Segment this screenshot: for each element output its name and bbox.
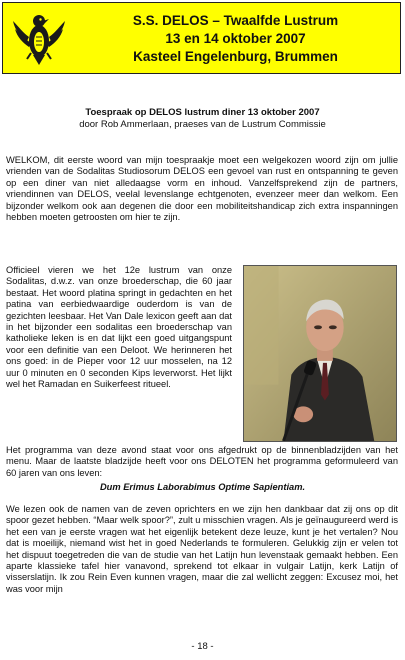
header-title-line-3: Kasteel Engelenburg, Brummen bbox=[133, 49, 338, 64]
header-title-line-2: 13 en 14 oktober 2007 bbox=[165, 31, 306, 46]
header-title-block bbox=[75, 3, 396, 75]
speaker-photo bbox=[243, 265, 397, 442]
motto: Dum Erimus Laborabimus Optime Sapientiam. bbox=[99, 482, 306, 492]
header-banner bbox=[2, 2, 401, 74]
paragraph-lustrum: Officieel vieren we het 12e lustrum van onze Sodalitas, d.w.z. van onze broederschap, die 60 jaar bestaat. Het woord platina springt in gedachten en het patina van eerbiedwaardige ouderdom is van de gezichten leesbaar. Het Van Dale lexicon geeft aan dat in het bijzonder een sodalitas een broederschap van katholieke leken is en dat lijkt een goed uitgangspunt voor een definitie van een Deloot. We herinneren het ons goed: in de Pieper voor 12 uur mosselen, na 12 uur 0 minuten en 0 seconden Kips leverworst. Het lijkt wel het Ramadan en Suikerfeest ritueel. bbox=[6, 265, 232, 390]
speech-title: Toespraak op DELOS lustrum diner 13 oktober 2007 bbox=[85, 107, 320, 118]
paragraph-welcome: WELKOM, dit eerste woord van mijn toespraakje moet een welgekozen woord zijn om jullie vrienden van de Sodalitas Studiosorum DELOS een gevoel van rust en ontspanning te geven op een diner van niet alledaagse vorm en inhoud. Vanzelfsprekend zijn de partners, vriendinnen van DELOS, veelal levenslange echtgenoten, evenzeer meer dan welkom. Een bijzonder welkom ook aan degenen die door een mobiliteitshandicap zich extra inspanningen hebben moeten getroosten om hier te zijn. bbox=[6, 155, 398, 223]
header-title-line-1: S.S. DELOS – Twaalfde Lustrum bbox=[132, 13, 339, 28]
paragraph-programma: Het programma van deze avond staat voor ons afgedrukt op de binnenbladzijden van het menu. Maar de laatste bladzijde heeft voor ons DELOTEN het programma geformuleerd van 60 jaren van ons leven: bbox=[6, 445, 398, 478]
speech-author: door Rob Ammerlaan, praeses van de Lustrum Commissie bbox=[79, 119, 326, 130]
eagle-crest-icon bbox=[7, 7, 71, 69]
page-number: - 18 - bbox=[191, 641, 214, 652]
paragraph-oprichters: We lezen ook de namen van de zeven oprichters en we zijn hen dankbaar dat zij ons op dit spoor gezet hebben. “Maar welk spoor?”, zult u misschien vragen. Als je geïnaugureerd werd is het een van je eerste vragen wat het eigenlijk betekent deze leuze, kunt je het vertalen? Nou dat is moeilijk, niemand wist het in goed Nederlands te formuleren. Gelukkig zijn er velen tot het dispuut toegetreden die van de studie van het Latijn hun levenstaak gemaakt hebben. Een aparte klassieke tafel hier vanavond, sprekend tot elkaar in vulgair Latijn, kerk Latijn of visserslatijn. Ik zou Rein Even kunnen vragen, maar die zal wellicht zeggen: Excusez moi, het was voor mijn bbox=[6, 504, 398, 594]
